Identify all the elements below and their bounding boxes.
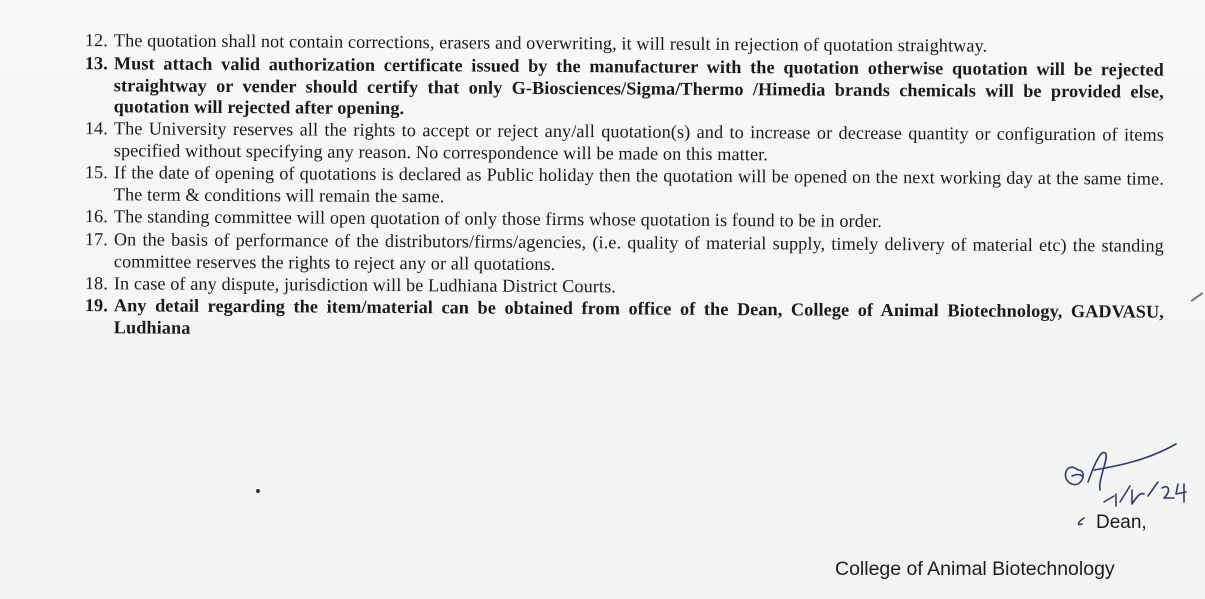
scan-speck [256, 489, 260, 493]
signatory-title: Dean, [1096, 512, 1147, 533]
clause-17 [68, 229, 1164, 279]
clause-number: 15. [84, 162, 108, 183]
clause-number: 16. [84, 206, 108, 227]
clause-text: Must attach valid authorization certificate issued by the manufacturer with the quotation otherwise quotation will be rejected straightway or vender should certify that only G-Biosciences/Sigma/Thermo /Himedia brands chemicals will be provided else, quotation will rejected after opening. [113, 52, 1164, 118]
clause-text: The standing committee will open quotation of only those firms whose quotation is found to be in order. [113, 206, 882, 231]
clause-number: 12. [84, 30, 108, 51]
clause-number: 18. [84, 272, 108, 293]
clause-19 [68, 295, 1164, 345]
signatory-institution: College of Animal Biotechnology [835, 558, 1115, 580]
clause-text: The University reserves all the rights to accept or reject any/all quotation(s) and to increase or decrease quantity or configuration of items specified without specifying any reason. No correspondence will be made on this matter. [113, 118, 1164, 164]
clause-number: 17. [84, 228, 108, 249]
clause-number: 19. [84, 295, 108, 316]
clause-text: Any detail regarding the item/material can be obtained from office of the Dean, College of Animal Biotechnology, GADVASU, Ludhiana [113, 295, 1164, 338]
clause-number: 14. [84, 118, 108, 139]
clause-text: In case of any dispute, jurisdiction will be Ludhiana District Courts. [113, 272, 617, 296]
clause-text: The quotation shall not contain corrections, erasers and overwriting, it will result in rejection of quotation straightway. [113, 30, 988, 56]
scan-mark [1191, 292, 1204, 302]
clause-number: 13. [84, 52, 108, 73]
terms-list [68, 30, 1164, 339]
clause-13 [68, 53, 1164, 124]
clause-15 [68, 162, 1164, 212]
clause-text: On the basis of performance of the distributors/firms/agencies, (i.e. quality of material supply, timely delivery of material etc) the standing committee reserves the rights to reject any or all quotations. [113, 228, 1164, 273]
clause-text: If the date of opening of quotations is declared as Public holiday then the quotation will be opened on the next working day at the same time. The term & conditions will remain the same. [113, 162, 1164, 206]
clause-14 [68, 118, 1164, 168]
